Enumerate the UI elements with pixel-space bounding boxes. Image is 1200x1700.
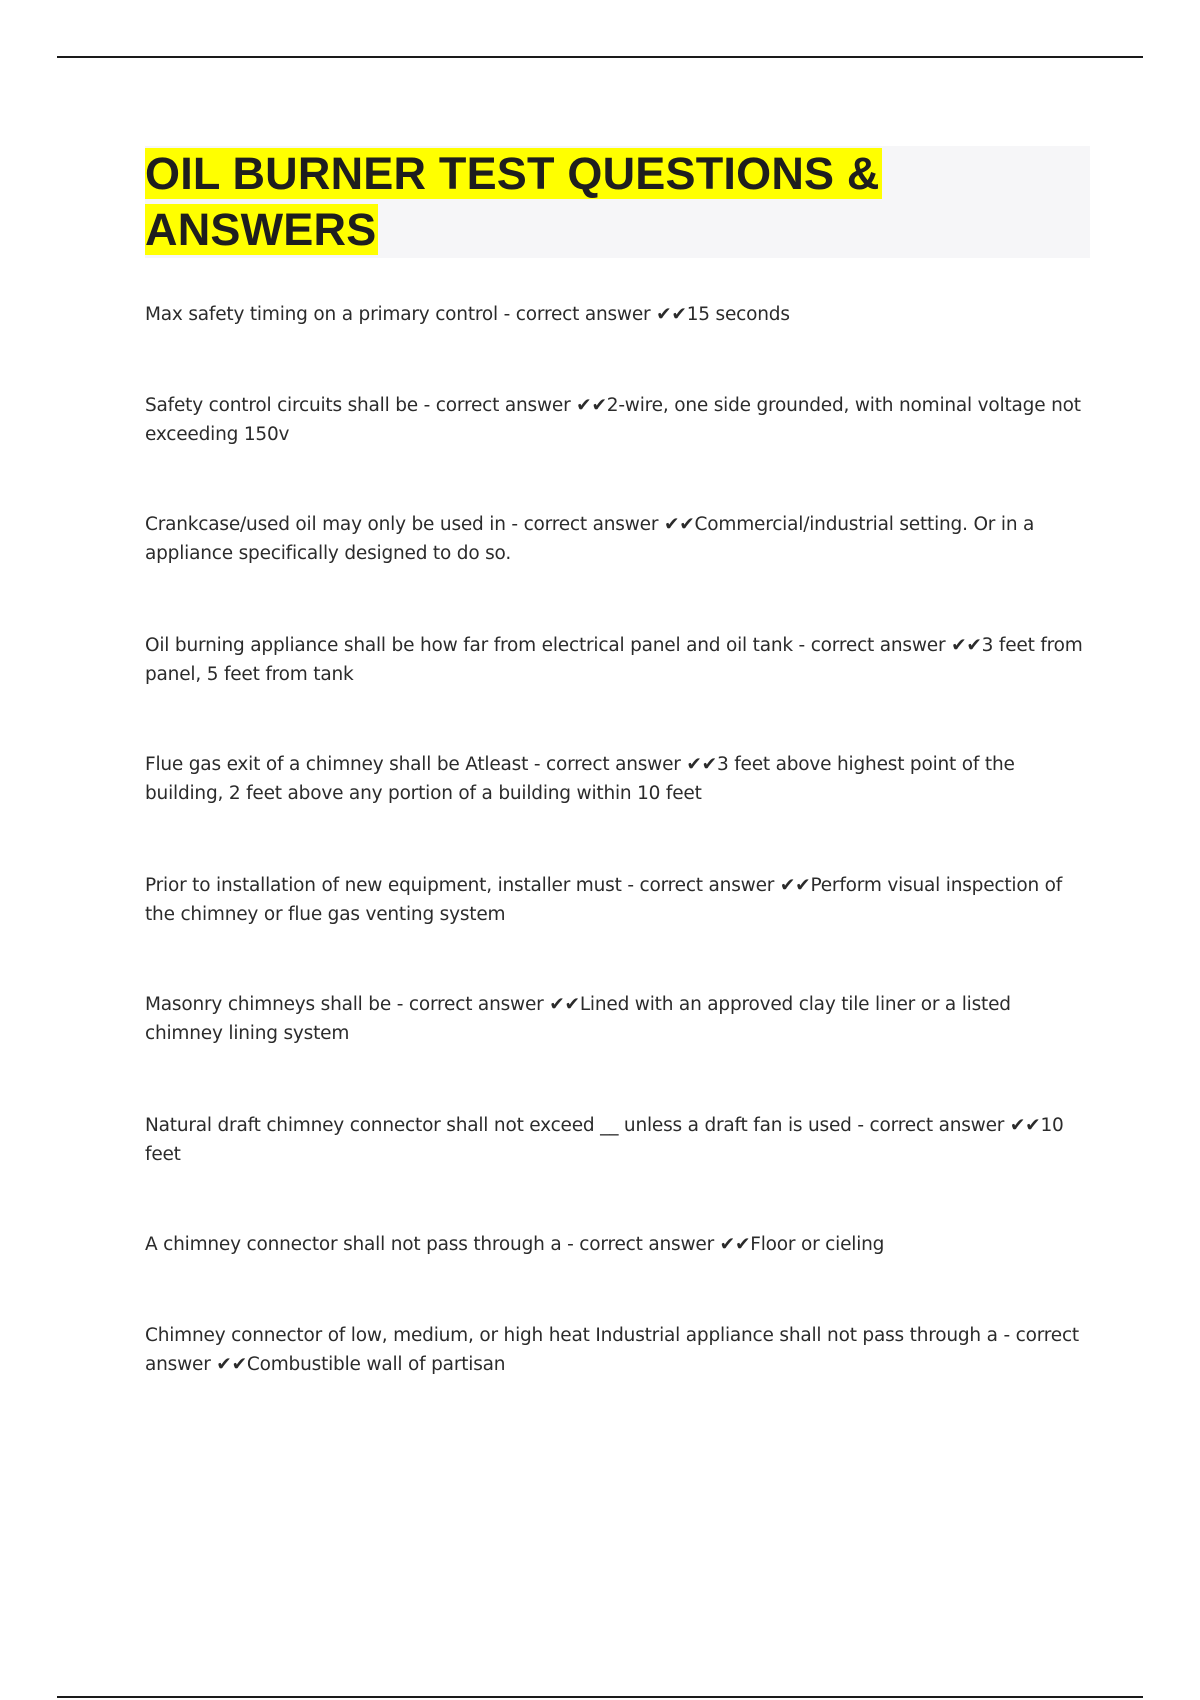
qa-item-1: Max safety timing on a primary control - correct answer ✔✔15 seconds	[145, 304, 790, 325]
qa-item-7: Masonry chimneys shall be - correct answer ✔✔Lined with an approved clay tile liner or a listed chimney lining system	[145, 994, 1011, 1044]
title-highlight: OIL BURNER TEST QUESTIONS & ANSWERS	[145, 148, 880, 255]
title-block	[145, 146, 1090, 258]
bottom-divider	[57, 1696, 1143, 1698]
qa-item-5: Flue gas exit of a chimney shall be Atleast - correct answer ✔✔3 feet above highest point of the building, 2 feet above any portion of a building within 10 feet	[145, 754, 1015, 804]
qa-item-3: Crankcase/used oil may only be used in - correct answer ✔✔Commercial/industrial setting. Or in a appliance specifically designed to do so.	[145, 514, 1035, 564]
qa-item-4: Oil burning appliance shall be how far from electrical panel and oil tank - correct answer ✔✔3 feet from panel, 5 feet from tank	[145, 635, 1083, 685]
qa-item-9: A chimney connector shall not pass through a - correct answer ✔✔Floor or cieling	[145, 1234, 885, 1255]
qa-item-8: Natural draft chimney connector shall not exceed __ unless a draft fan is used - correct answer ✔✔10 feet	[145, 1115, 1064, 1165]
qa-item-6: Prior to installation of new equipment, installer must - correct answer ✔✔Perform visual inspection of the chimney or flue gas venting system	[145, 875, 1063, 925]
qa-item-10: Chimney connector of low, medium, or high heat Industrial appliance shall not pass through a - correct answer ✔✔Combustible wall of partisan	[145, 1325, 1079, 1375]
document-title	[145, 146, 1090, 258]
top-divider	[57, 56, 1143, 58]
qa-item-2: Safety control circuits shall be - correct answer ✔✔2-wire, one side grounded, with nominal voltage not exceeding 150v	[145, 395, 1081, 445]
